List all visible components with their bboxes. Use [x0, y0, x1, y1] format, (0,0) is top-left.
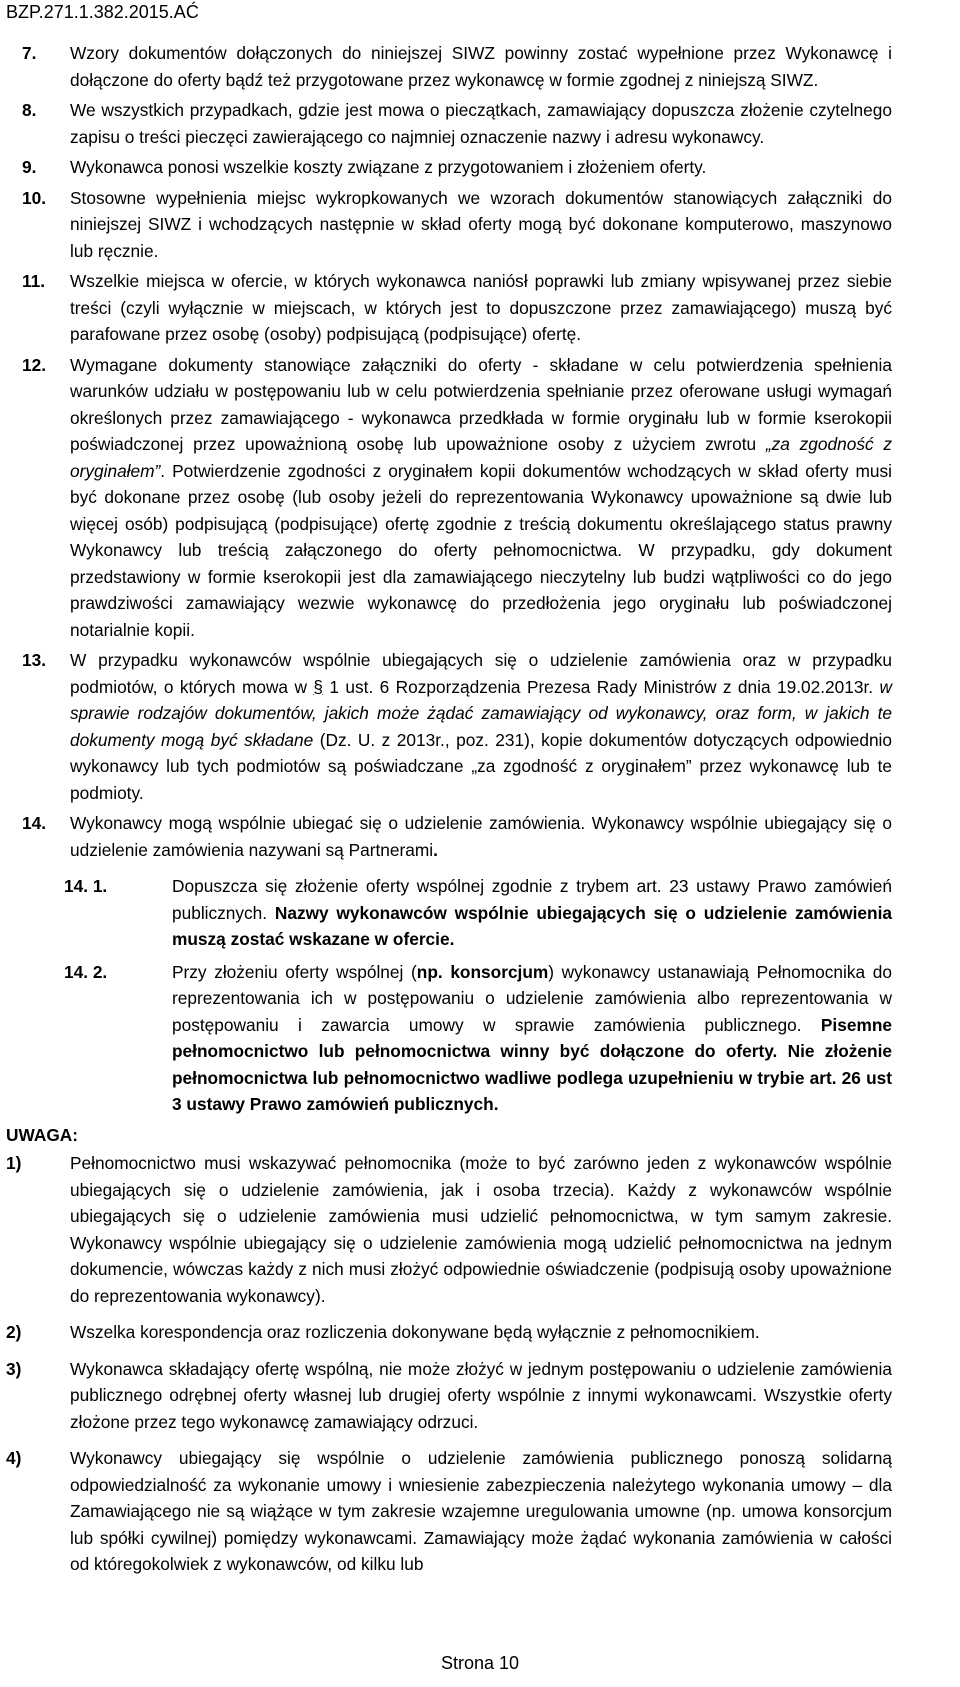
item-text: Wszelkie miejsca w ofercie, w których wykonawca naniósł poprawki lub zmiany wpisywanej przez siebie treści (czyli wyłącznie w miejscach, w których jest to dopuszczone przez zamawiającego) muszą być parafowane przez osobę (osoby) podpisującą (podpisujące) ofertę. [70, 271, 892, 344]
sub-item-text: Przy złożeniu oferty wspólnej ( [172, 961, 417, 982]
sub-item-text-continued: ) wykonawcy ustanawiają Pełnomocnika do reprezentowania ich w postępowaniu o udzielenie zamówienia albo reprezentowania w postępowaniu i zawarcia umowy w sprawie zamówienia publicznego. [172, 961, 893, 1035]
note-text: Wykonawcy ubiegający się wspólnie o udzielenie zamówienia publicznego ponoszą solidarną odpowiedzialność za wykonanie umowy i wniesienie zabezpieczenia należytego wykonania umowy – dla Zamawiającego nie są wiążące w tym zakresie wzajemne uregulowania umowne (np. umowa konsorcjum lub spółki cywilnej) pomiędzy wykonawcami. Zamawiający może żądać wykonania zamówienia w całości od któregokolwiek z wykonawców, od kilku lub [70, 1448, 892, 1574]
item-text: Stosowne wypełnienia miejsc wykropkowanych we wzorach dokumentów stanowiących załączniki do niniejszej SIWZ i wchodzących następnie w skład oferty mogą być dokonane komputerowo, maszynowo lub ręcznie. [70, 187, 892, 261]
note-text: Wszelka korespondencja oraz rozliczenia dokonywane będą wyłącznie z pełnomocnikiem. [70, 1322, 760, 1342]
item-text-end: (Dz. U. z 2013r., poz. 231), kopie dokumentów dotyczących odpowiednio wykonawcy lub tych podmiotów są poświadczane „za zgodność z oryginałem” przez wykonawcę lub te podmioty. [70, 729, 893, 803]
item-text: Wykonawcy mogą wspólnie ubiegać się o udzielenie zamówienia. Wykonawcy wspólnie ubiegający się o udzielenie zamówienia nazywani są Partnerami [70, 813, 892, 860]
item-text: Wykonawca ponosi wszelkie koszty związane z przygotowaniem i złożeniem oferty. [70, 157, 707, 177]
item-number: 7. [22, 43, 37, 63]
italic-phrase: w sprawie rodzajów dokumentów, jakich może żądać zamawiający od wykonawcy, oraz form, w jakich te dokumenty mogą być składane [70, 676, 892, 750]
note-heading: UWAGA: [6, 1124, 78, 1145]
item-number: 14. [22, 813, 47, 833]
item-number: 13. [22, 650, 47, 670]
list-item [22, 647, 892, 806]
bold-period: . [433, 839, 438, 860]
list-item [22, 97, 892, 150]
item-number: 11. [22, 271, 46, 291]
document-body [6, 40, 893, 1582]
note-item [6, 1445, 892, 1578]
sub-item-number: 14. 2. [64, 961, 108, 982]
item-number: 8. [22, 100, 37, 120]
item-text: Wzory dokumentów dołączonych do niniejszej SIWZ powinny zostać wypełnione przez Wykonawcę i dołączone do oferty bądź też przygotowane przez wykonawcę w formie zgodnej z niniejszą SIWZ. [70, 43, 892, 90]
sub-item-number: 14. 1. [64, 876, 108, 896]
note-number: 3) [6, 1358, 22, 1379]
item-text: Wymagane dokumenty stanowiące załączniki do oferty - składane w celu potwierdzenia spełnienia warunków udziału w postępowaniu lub w celu potwierdzenia spełnianie przez oferowane usługi wymagań określonych przez zamawiającego - wykonawca przedkłada w formie oryginału lub w formie kserokopii poświadczonej przez upoważnioną osobę lub upoważnione osoby z użyciem zwrotu [70, 354, 892, 454]
item-number: 9. [22, 157, 37, 177]
list-item [22, 154, 892, 181]
sub-item-text: Dopuszcza się złożenie oferty wspólnej zgodnie z trybem art. 23 ustawy Prawo zamówień publicznych. [172, 876, 892, 923]
list-item [22, 352, 892, 644]
item-number: 10. [22, 187, 47, 208]
italic-phrase: „za zgodność z oryginałem” [70, 434, 892, 481]
paragraph-sign: § [313, 676, 323, 697]
note-text: Wykonawca składający ofertę wspólną, nie może złożyć w jednym postępowaniu o udzielenie zamówienia publicznego odrębnej oferty własnej lub drugiej oferty wspólnie z innymi wykonawcami. Wszystkie oferty złożone przez tego wykonawcę zamawiający odrzuci. [70, 1358, 892, 1432]
bold-text: Nazwy wykonawców wspólnie ubiegających się o udzielenie zamówienia muszą zostać wskazane w ofercie. [172, 902, 892, 949]
note-number: 4) [6, 1448, 22, 1468]
note-number: 2) [6, 1322, 22, 1342]
bold-text-end: Pisemne pełnomocnictwo lub pełnomocnictwa winny być dołączone do oferty. Nie złożenie pełnomocnictwa lub pełnomocnictwo wadliwe podlega uzupełnieniu w trybie art. 26 ust 3 ustawy Prawo zamówień publicznych. [172, 1014, 892, 1114]
bold-text: np. konsorcjum [416, 961, 549, 982]
item-text-continued: . Potwierdzenie zgodności z oryginałem kopii dokumentów wchodzących w skład oferty musi być dokonane przez osobę (lub osoby jeżeli do reprezentowania Wykonawcy upoważnione są dwie lub więcej osób) podpisującą (podpisujące) ofertę zgodnie z treścią dokumentu określającego status prawny Wykonawcy lub treścią załączonego do oferty pełnomocnictwa. W przypadku, gdy dokument przedstawiony w formie kserokopii jest dla zamawiającego nieczytelny lub budzi wątpliwości co do jego prawdziwości zamawiający wezwie wykonawcę do przedłożenia jego oryginału lub poświadczonej notarialnie kopii. [70, 460, 892, 640]
item-text: We wszystkich przypadkach, gdzie jest mowa o pieczątkach, zamawiający dopuszcza złożenie czytelnego zapisu o treści pieczęci zawierającego co najmniej oznaczenie nazwy i adresu wykonawcy. [70, 100, 892, 147]
sub-item [22, 873, 892, 953]
note-item [6, 1356, 892, 1436]
list-item [22, 810, 892, 863]
note-item [6, 1150, 892, 1309]
item-text: W przypadku wykonawców wspólnie ubiegających się o udzielenie zamówienia oraz w przypadku podmiotów, o których mowa w [70, 650, 892, 697]
note-text: Pełnomocnictwo musi wskazywać pełnomocnika (może to być zarówno jeden z wykonawców wspólnie ubiegających się o udzielenie zamówienia, jak i osoba trzecia). Każdy z wykonawców wspólnie ubiegających się o udzielenie zamówienia musi udzielić pełnomocnictwa, w tym samym zakresie. Wykonawcy wspólnie ubiegający się o udzielenie zamówienia mogą udzielić pełnomocnictwa na jednym dokumencie, wówczas każdy z nich musi złożyć odpowiednie oświadczenie (podpisują osoby upoważnione do reprezentowania wykonawcy). [70, 1153, 892, 1306]
item-number: 12. [22, 354, 47, 375]
page-number: Strona 10 [440, 1653, 520, 1673]
item-text-continued: 1 ust. 6 Rozporządzenia Prezesa Rady Ministrów z dnia 19.02.2013r. [322, 676, 880, 697]
document-reference: BZP.271.1.382.2015.AĆ [6, 2, 199, 22]
note-number: 1) [6, 1153, 22, 1173]
list-item [22, 185, 892, 265]
list-item [22, 268, 892, 348]
note-item [6, 1319, 892, 1346]
sub-item [22, 959, 892, 1118]
list-item [22, 40, 892, 93]
